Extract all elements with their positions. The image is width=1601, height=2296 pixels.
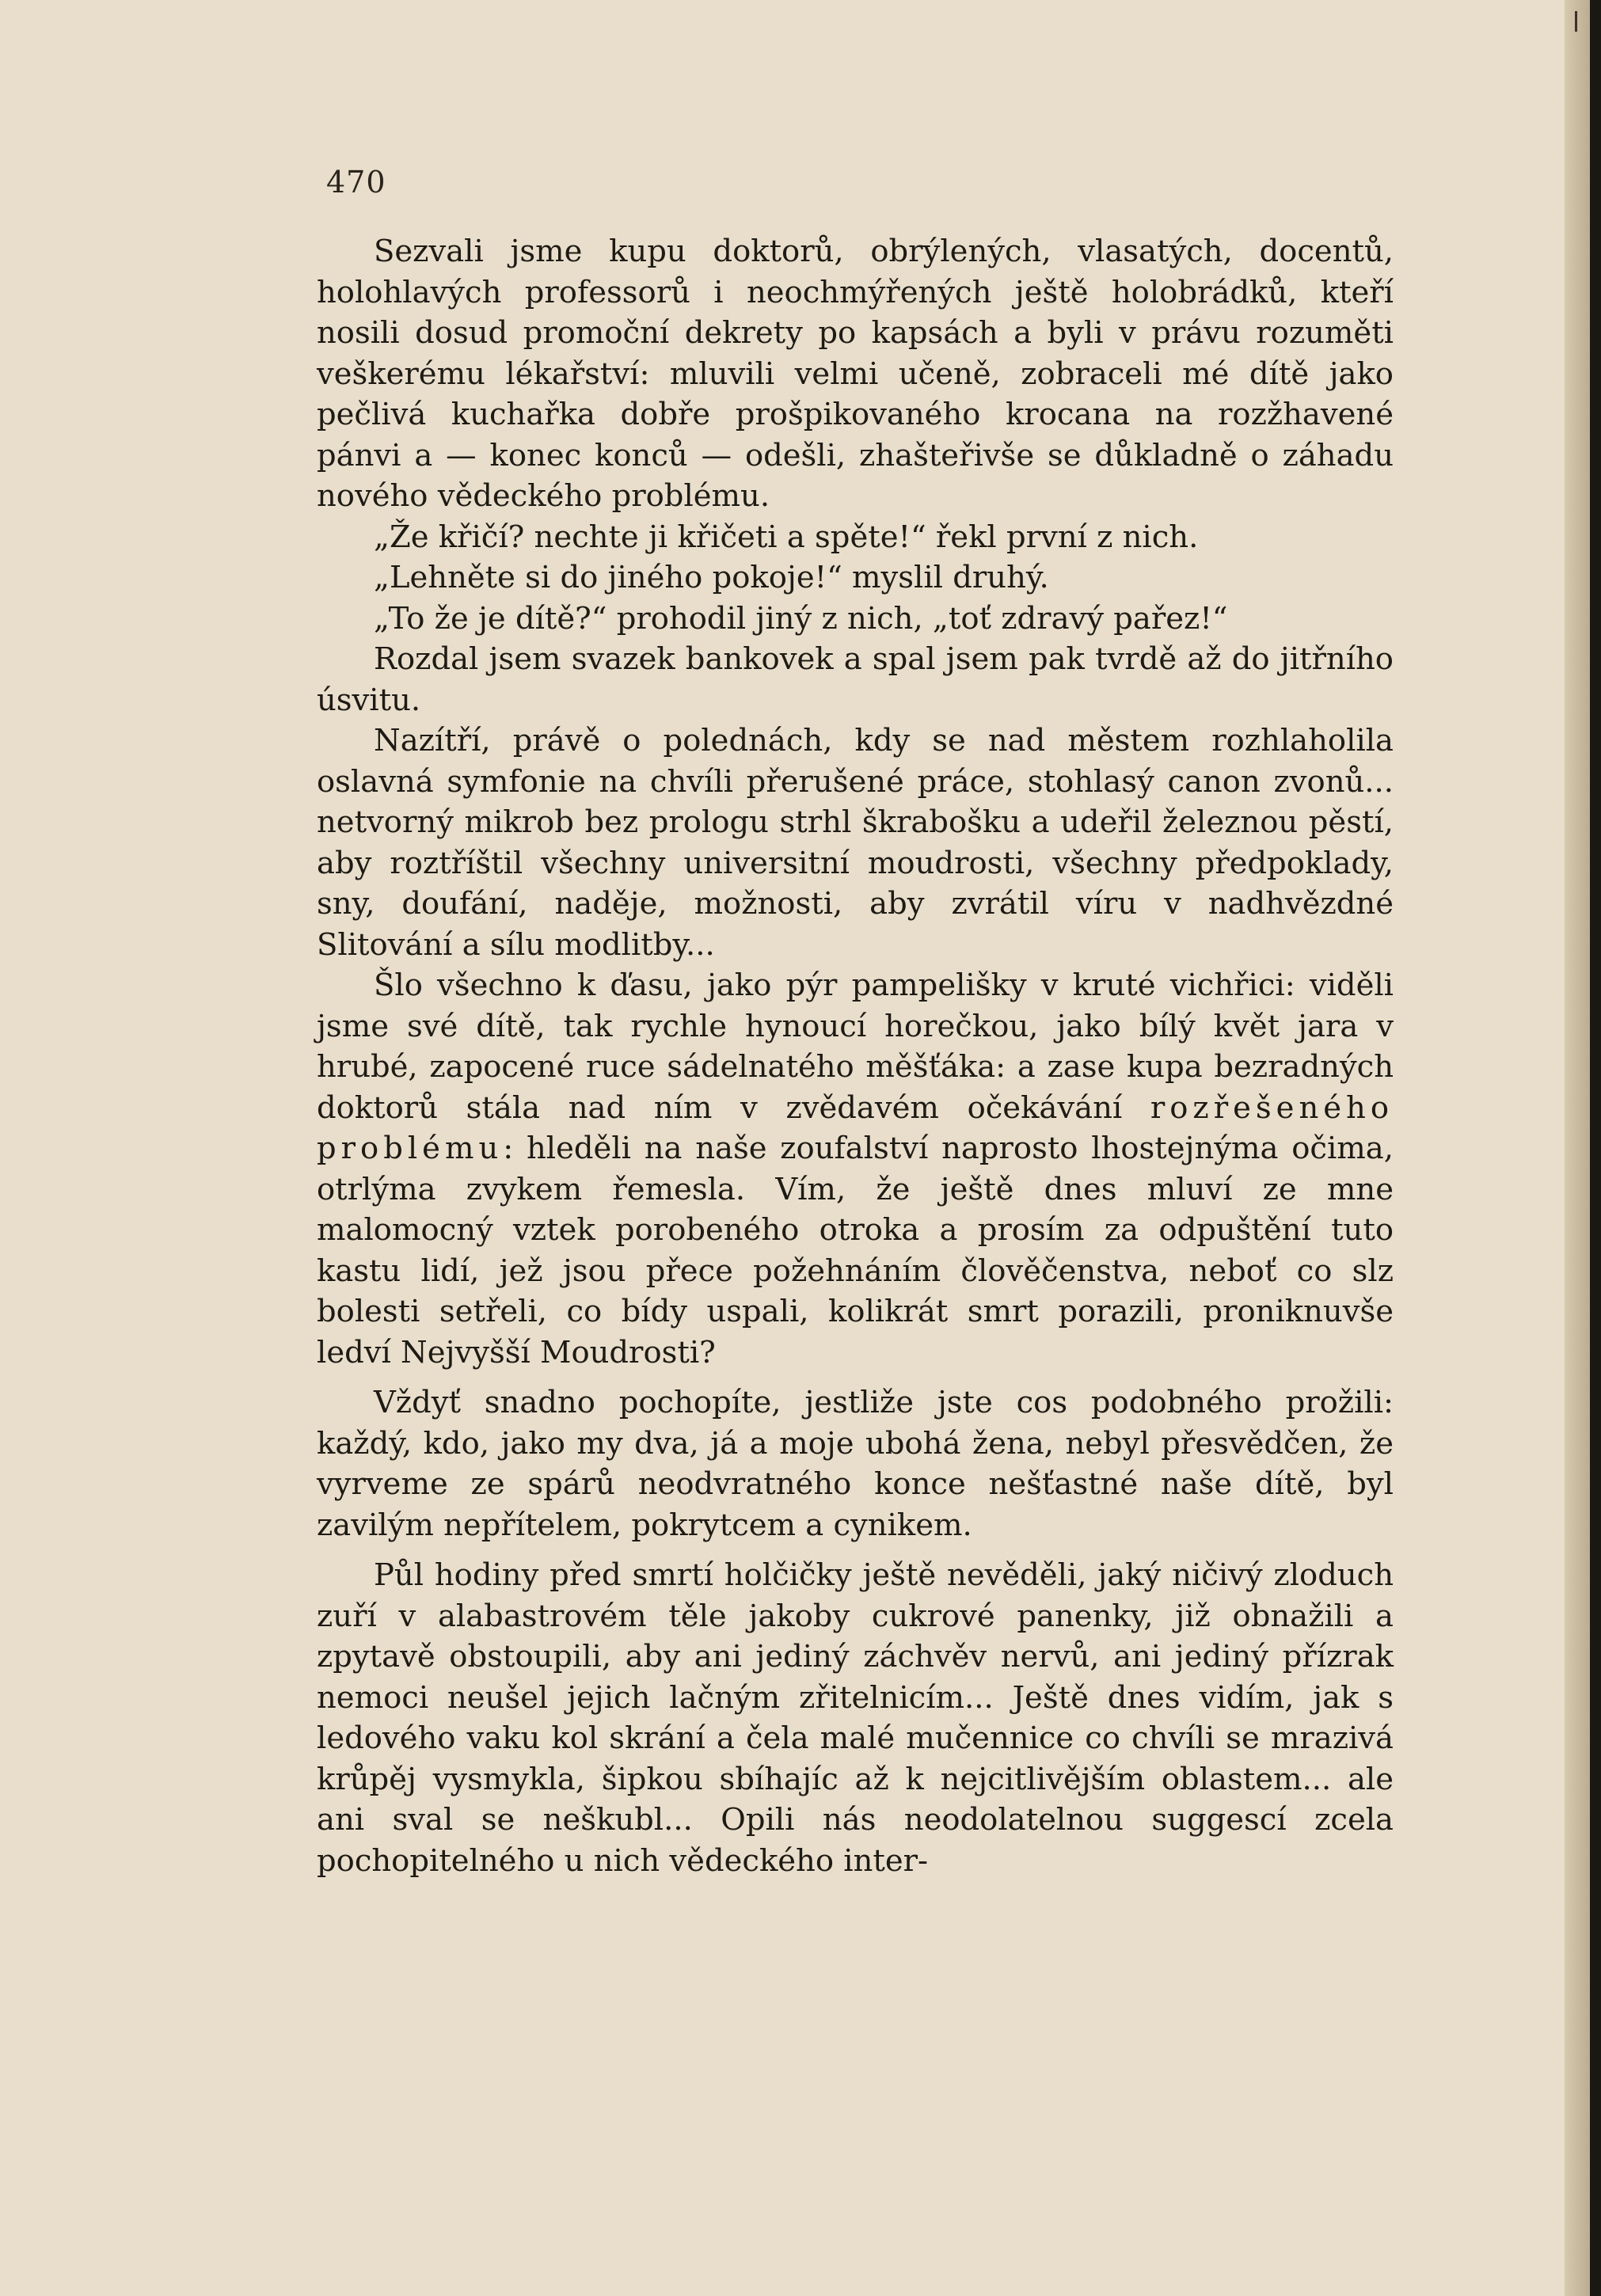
paragraph-7-start: Šlo všechno k ďasu, jako pýr pampelišky v kruté vichřici: viděli jsme své dítě, tak rychle hynoucí horečkou, jako bílý květ jara v hrubé, zapocené ruce sádelnatého měšťáka: a zase kupa bezradných doktorů stála nad ním v zvědavém očekávání (317, 967, 1394, 1126)
page-edge-shadow (1565, 0, 1591, 2296)
paragraph-1: Sezvali jsme kupu doktorů, obrýlených, vlasatých, docentů, holohlavých professorů i neochmýřených ještě holobrádků, kteří nosili dosud promoční dekrety po kapsách a byli v právu rozuměti veškerému lékařství: mluvili velmi učeně, zobraceli mé dítě jako pečlivá kuchařka dobře prošpikovaného krocana na rozžhavené pánvi a — konec konců — odešli, zhašteřivše se důkladně o záhadu nového vědeckého problému. (317, 234, 1394, 514)
paragraph-5: Rozdal jsem svazek bankovek a spal jsem pak tvrdě až do jitřního úsvitu. (317, 641, 1394, 718)
paragraph-2: „Že křičí? nechte ji křičeti a spěte!“ řekl první z nich. (374, 519, 1199, 555)
paragraph-8: Vždyť snadno pochopíte, jestliže jste cos podobného prožili: každý, kdo, jako my dva, já a moje ubohá žena, nebyl přesvědčen, že vyrveme ze spárů neodvratného konce nešťastné naše dítě, byl zavilým nepřítelem, pokrytcem a cynikem. (317, 1385, 1394, 1543)
body-text (317, 231, 1394, 1881)
paragraph-3: „Lehněte si do jiného pokoje!“ myslil druhý. (374, 560, 1049, 595)
page-number: 470 (326, 165, 386, 200)
paragraph-7 (317, 965, 1394, 1373)
paragraph-4: „To že je dítě?“ prohodil jiný z nich, „toť zdravý pařez!“ (374, 600, 1228, 637)
book-binding-edge (1590, 0, 1601, 2296)
edge-mark (1575, 11, 1577, 32)
paragraph-6: Nazítří, právě o polednách, kdy se nad městem rozhlaholila oslavná symfonie na chvíli přerušené práce, stohlasý canon zvonů... netvorný mikrob bez prologu strhl škrabošku a udeřil železnou pěstí, aby roztříštil všechny universitní moudrosti, všechny předpoklady, sny, doufání, naděje, možnosti, aby zvrátil víru v nadhvězdné Slitování a sílu modlitby... (317, 723, 1394, 963)
paragraph-9: Půl hodiny před smrtí holčičky ještě nevěděli, jaký ničivý zloduch zuří v alabastrovém těle jakoby cukrové panenky, již obnažili a zpytavě obstoupili, aby ani jediný záchvěv nervů, ani jediný přízrak nemoci neušel jejich lačným zřitelnicím... Ještě dnes vidím, jak s ledového vaku kol skrání a čela malé mučennice co chvíli se mrazivá krůpěj vysmykla, šipkou sbíhajíc až k nejcitlivějším oblastem... ale ani sval se neškubl... Opili nás neodolatelnou suggescí zcela pochopitelného u nich vědeckého inter- (317, 1557, 1394, 1879)
spaced-emphasis: rozřešeného problému (317, 1089, 1394, 1166)
paragraph-7-end: : hleděli na naše zoufalství naprosto lhostejnýma očima, otrlýma zvykem řemesla. Vím, že ještě dnes mluví ze mne malomocný vztek porobeného otroka a prosím za odpuštění tuto kastu lidí, jež jsou přece požehnáním člověčenstva, neboť co slz bolesti setřeli, co bídy uspali, kolikrát smrt porazili, proniknuvše ledví Nejvyšší Moudrosti? (317, 1131, 1394, 1370)
